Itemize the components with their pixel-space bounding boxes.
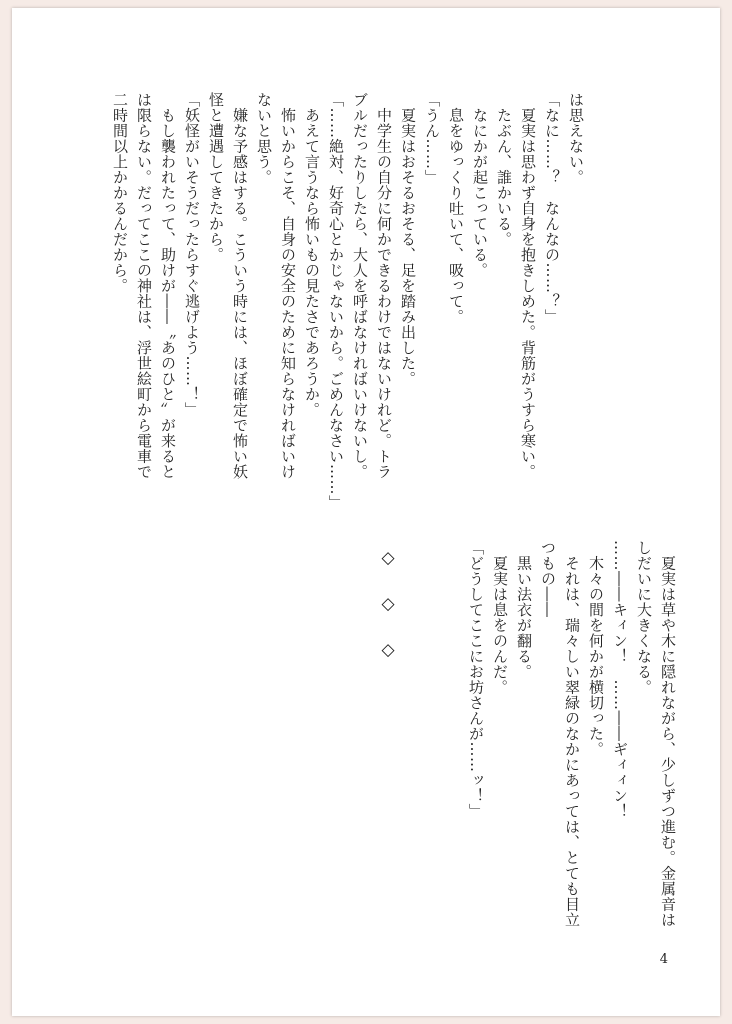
text-line: 夏実は草や木に隠れながら、少しずつ進む。金属音は [659, 540, 677, 928]
text-line: は思えない。 [567, 92, 585, 185]
text-line: 中学生の自分に何かできるわけではないけれど。トラ [375, 92, 393, 480]
text-line: ないと思う。 [255, 92, 273, 185]
text-line: 「妖怪がいそうだったらすぐ逃げよう……！」 [183, 92, 201, 418]
page-number: 4 [659, 952, 668, 967]
text-line: ブルだったりしたら、大人を呼ばなければいけないし。 [351, 92, 369, 480]
text-line: 怪と遭遇してきたから。 [207, 92, 225, 263]
text-line: 「なに……？ なんなの……？」 [543, 92, 561, 325]
text-line: 嫌な予感はする。こういう時には、ほぼ確定で怖い妖 [231, 92, 249, 480]
text-line: 黒い法衣が翻る。 [515, 540, 533, 680]
lower-text-block [464, 540, 680, 960]
scene-break: ◇◇◇ [378, 548, 398, 686]
text-line: ……――キィン！ ……――ギィィン！ [611, 540, 629, 819]
text-line: 「どうしてここにお坊さんが……ッ！」 [467, 540, 485, 819]
text-line: 夏実はおそるおそる、足を踏み出した。 [399, 92, 417, 387]
text-line: 息をゆっくり吐いて、吸って。 [447, 92, 465, 325]
text-line: しだいに大きくなる。 [635, 540, 653, 695]
text-line: 木々の間を何かが横切った。 [587, 540, 605, 757]
book-page [12, 8, 720, 1016]
text-line: それは、瑞々しい翠緑のなかにあっては、とても目立 [563, 540, 581, 928]
text-line: 「うん……」 [423, 92, 441, 185]
text-line: あえて言うなら怖いもの見たさであろうか。 [303, 92, 321, 418]
upper-text-block [108, 92, 588, 532]
text-line: たぶん、誰かいる。 [495, 92, 513, 247]
text-line: 怖いからこそ、自身の安全のために知らなければいけ [279, 92, 297, 480]
text-line: 「……絶対、好奇心とかじゃないから。ごめんなさい……」 [327, 92, 345, 511]
text-line: つもの―― [539, 540, 557, 618]
text-line: 夏実は思わず自身を抱きしめた。背筋がうすら寒い。 [519, 92, 537, 480]
text-line: もし襲われたって、助けが――〝あのひと〟が来ると [159, 92, 177, 480]
text-line: 夏実は息をのんだ。 [491, 540, 509, 695]
text-line: なにかが起こっている。 [471, 92, 489, 278]
text-line: 二時間以上かかるんだから。 [111, 92, 129, 294]
text-line: は限らない。だってここの神社は、浮世絵町から電車で [135, 92, 153, 480]
